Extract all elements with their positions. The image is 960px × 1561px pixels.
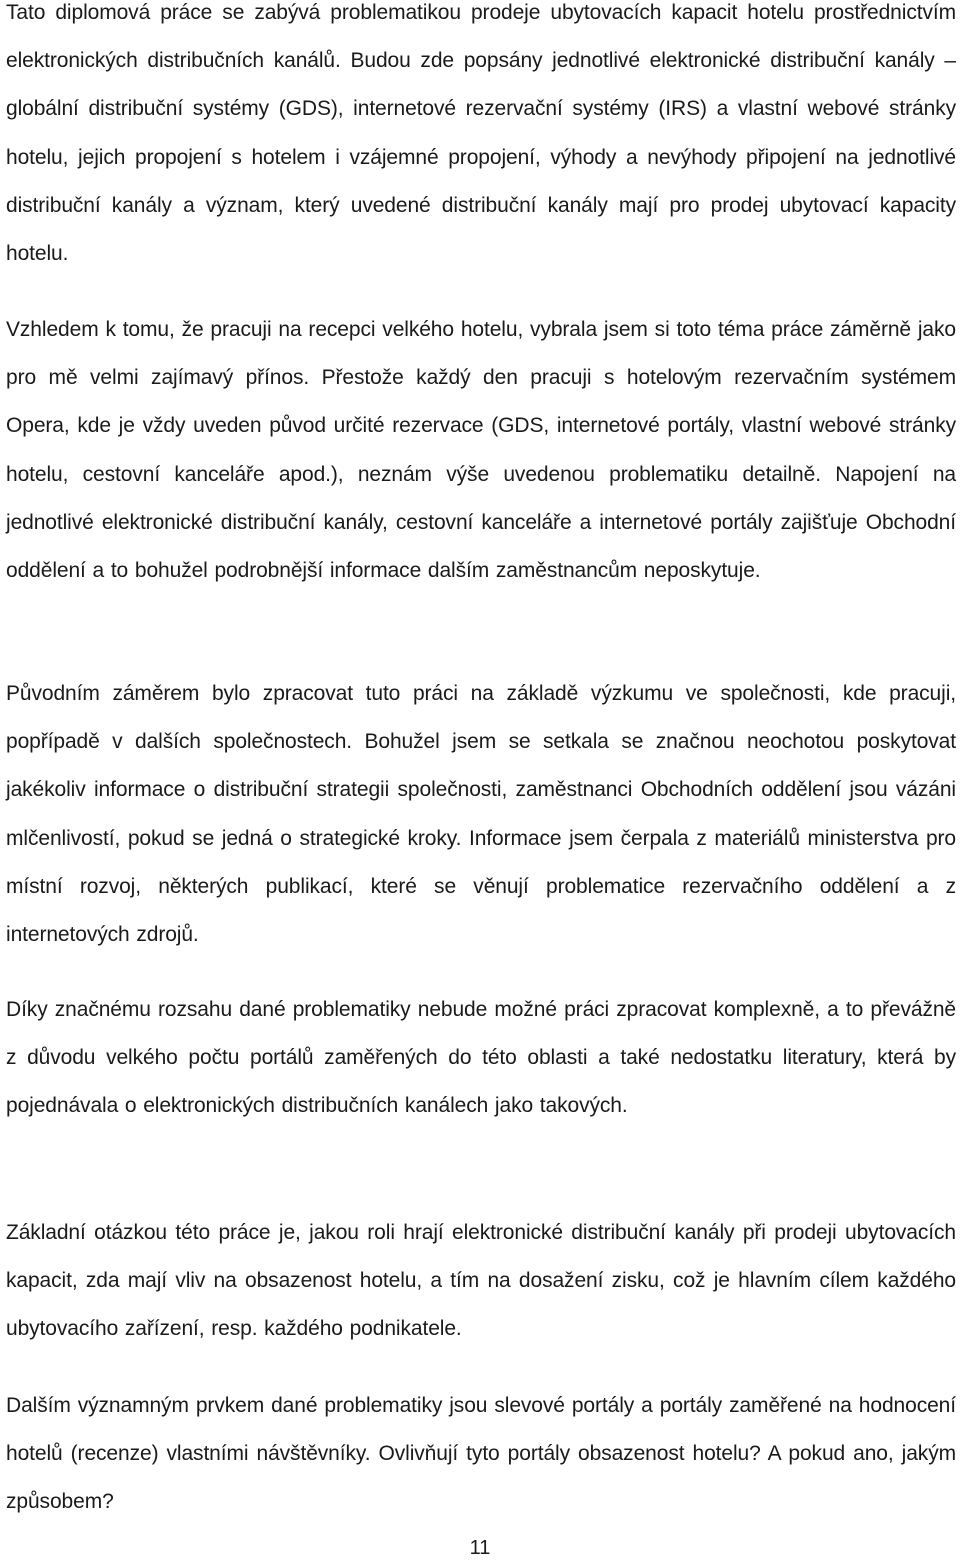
paragraph-motivation: Vzhledem k tomu, že pracuji na recepci velkého hotelu, vybrala jsem si toto téma práce záměrně jako pro mě velmi zajímavý přínos. Přestože každý den pracuji s hotelovým rezervačním systémem Opera, kde je vždy uveden původ určité rezervace (GDS, internetové portály, vlastní webové stránky hotelu, cestovní kanceláře apod.), neznám výše uvedenou problematiku detailně. Napojení na jednotlivé elektronické distribuční kanály, cestovní kanceláře a internetové portály zajišťuje Obchodní oddělení a to bohužel podrobnější informace dalším zaměstnancům neposkytuje. — [6, 318, 956, 583]
paragraph-intro: Tato diplomová práce se zabývá problematikou prodeje ubytovacích kapacit hotelu prostřednictvím elektronických distribučních kanálů. Budou zde popsány jednotlivé elektronické distribuční kanály – globální distribuční systémy (GDS), internetové rezervační systémy (IRS) a vlastní webové stránky hotelu, jejich propojení s hotelem i vzájemné propojení, výhody a nevýhody připojení na jednotlivé distribuční kanály a význam, který uvedené distribuční kanály mají pro prodej ubytovací kapacity hotelu. — [6, 1, 956, 266]
paragraph-main-question: Základní otázkou této práce je, jakou roli hrají elektronické distribuční kanály při prodeji ubytovacích kapacit, zda mají vliv na obsazenost hotelu, a tím na dosažení zisku, což je hlavním cílem každého ubytovacího zařízení, resp. každého podnikatele. — [6, 1221, 956, 1341]
paragraph-discount-portals: Dalším významným prvkem dané problematiky jsou slevové portály a portály zaměřené na hodnocení hotelů (recenze) vlastními návštěvníky. Ovlivňují tyto portály obsazenost hotelu? A pokud ano, jakým způsobem? — [6, 1394, 956, 1514]
paragraph-scope: Díky značnému rozsahu dané problematiky nebude možné práci zpracovat komplexně, a to převážně z důvodu velkého počtu portálů zaměřených do této oblasti a také nedostatku literatury, která by pojednávala o elektronických distribučních kanálech jako takových. — [6, 998, 956, 1118]
page-number: 11 — [469, 1537, 491, 1559]
paragraph-original-intent: Původním záměrem bylo zpracovat tuto práci na základě výzkumu ve společnosti, kde pracuji, popřípadě v dalších společnostech. Bohužel jsem se setkala se značnou neochotou poskytovat jakékoliv informace o distribuční strategii společnosti, zaměstnanci Obchodních oddělení jsou vázáni mlčenlivostí, pokud se jedná o strategické kroky. Informace jsem čerpala z materiálů ministerstva pro místní rozvoj, některých publikací, které se věnují problematice rezervačního oddělení a z internetových zdrojů. — [6, 682, 956, 947]
